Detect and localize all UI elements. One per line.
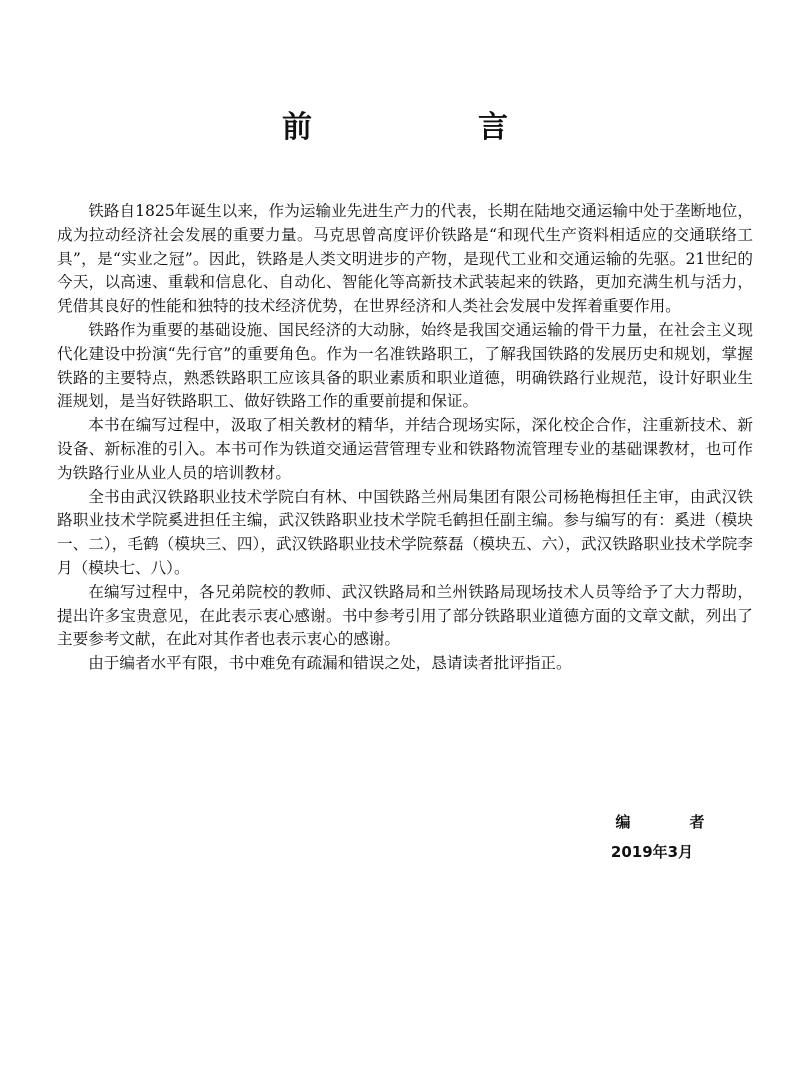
paragraph-3: 本书在编写过程中，汲取了相关教材的精华，并结合现场实际，深化校企合作，注重新技术、新设备、新标准的引入。本书可作为铁道交通运营管理专业和铁路物流管理专业的基础课教材，也可作为铁路行业从业人员的培训教材。: [57, 416, 753, 482]
signature-date: 2019年3月: [610, 843, 694, 861]
page-title: 前 言: [282, 110, 576, 145]
paragraph-4: 全书由武汉铁路职业技术学院白有林、中国铁路兰州局集团有限公司杨艳梅担任主审，由武汉铁路职业技术学院奚进担任主编，武汉铁路职业技术学院毛鹤担任副主编。参与编写的有：奚进（模块一、二），毛鹤（模块三、四），武汉铁路职业技术学院蔡磊（模块五、六），武汉铁路职业技术学院李月（模块七、八）。: [57, 487, 753, 577]
paragraph-6: 由于编者水平有限，书中难免有疏漏和错误之处，恳请读者批评指正。: [88, 654, 572, 673]
preface-body: [57, 200, 753, 676]
paragraph-5: 在编写过程中，各兄弟院校的教师、武汉铁路局和兰州铁路局现场技术人员等给予了大力帮助，提出许多宝贵意见，在此表示衷心感谢。书中参考引用了部分铁路职业道德方面的文章文献，列出了主要参考文献，在此对其作者也表示衷心的感谢。: [57, 582, 753, 649]
paragraph-1: 铁路自1825年诞生以来，作为运输业先进生产力的代表，长期在陆地交通运输中处于垄断地位，成为拉动经济社会发展的重要力量。马克思曾高度评价铁路是“和现代生产资料相适应的交通联络工具”，是“实业之冠”。因此，铁路是人类文明进步的产物，是现代工业和交通运输的先驱。21世纪的今天，以高速、重载和信息化、自动化、智能化等高新技术武装起来的铁路，更加充满生机与活力，凭借其良好的性能和独特的技术经济优势，在世界经济和人类社会发展中发挥着重要作用。: [57, 202, 753, 316]
signature-author: 编 者: [615, 813, 727, 831]
paragraph-2: 铁路作为重要的基础设施、国民经济的大动脉，始终是我国交通运输的骨干力量，在社会主义现代化建设中扮演“先行官”的重要角色。作为一名准铁路职工，了解我国铁路的发展历史和规划，掌握铁路的主要特点，熟悉铁路职工应该具备的职业素质和职业道德，明确铁路行业规范，设计好职业生涯规划，是当好铁路职工、做好铁路工作的重要前提和保证。: [57, 320, 753, 411]
